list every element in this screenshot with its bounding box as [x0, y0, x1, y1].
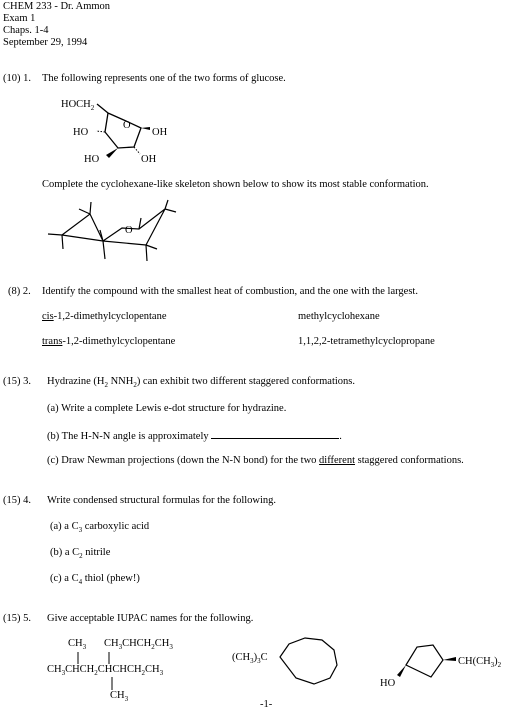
q2-compound-2: methylcyclohexane [298, 311, 380, 322]
q4-points: (15) 4. [3, 495, 31, 506]
q1-text: The following represents one of the two forms of glucose. [42, 73, 286, 84]
q5-text: Give acceptable IUPAC names for the following. [47, 613, 254, 624]
page-number: -1- [260, 699, 273, 710]
exam-number: Exam 1 [3, 13, 36, 24]
s2-tbutyl: $(CH_3)_3C$ [232, 652, 268, 666]
q2-points: (8) 2. [8, 286, 31, 297]
q4-text: Write condensed structural formulas for the following. [47, 495, 277, 506]
q4-part-a: (a) a $C_3$ carboxylic acid [50, 521, 150, 535]
q4-part-b: (b) a $C_2$ nitrile [50, 547, 111, 561]
q1-instruction: Complete the cyclohexane-like skeleton shown below to show its most stable conformation. [42, 179, 429, 190]
s1-branch: $CH_3CHCH_2CH_3$ [104, 638, 173, 652]
chapters: Chaps. 1-4 [3, 25, 49, 36]
q1-points: (10) 1. [3, 73, 31, 84]
q3-text: Hydrazine ($H_2$ $NNH_2$) can exhibit two different staggered conformations. [47, 376, 356, 390]
q3-points: (15) 3. [3, 376, 31, 387]
exam-date: September 29, 1994 [3, 37, 88, 48]
glucose-oh-right: OH [152, 127, 168, 138]
q3-part-c: (c) Draw Newman projections (down the N-N bond) for the two different staggered conformations. [47, 455, 464, 466]
s1-ch3-bottom: $CH_3$ [110, 690, 129, 704]
glucose-hoch2-label: $HOCH_2$ [61, 99, 95, 112]
q4-part-c: (c) a $C_4$ thiol (phew!) [50, 573, 140, 587]
glucose-ho-left: HO [73, 127, 89, 138]
s3-ho-label: HO [380, 678, 396, 689]
q5-points: (15) 5. [3, 613, 31, 624]
skeleton-ring-oxygen: O [125, 225, 133, 236]
q2-compound-1: cis-1,2-dimethylcyclopentane [42, 311, 167, 322]
q3-part-a: (a) Write a complete Lewis e-dot structure for hydrazine. [47, 403, 287, 414]
q3-part-b: (b) The H-N-N angle is approximately . [47, 431, 342, 442]
glucose-oh-bottom: OH [141, 154, 157, 165]
course-title: CHEM 233 - Dr. Ammon [3, 1, 111, 12]
glucose-ho-bottom: HO [84, 154, 100, 165]
q2-text: Identify the compound with the smallest heat of combustion, and the one with the largest. [42, 286, 418, 297]
q2-compound-4: 1,1,2,2-tetramethylcyclopropane [298, 336, 435, 347]
glucose-ring-oxygen: O [123, 120, 131, 131]
s3-isopropyl-label: $CH(CH_3)_2$ [458, 656, 502, 669]
s1-main-chain: $CH_3CHCH_2CHCHCH_2CH_3$ [47, 664, 164, 678]
s1-ch3-top: $CH_3$ [68, 638, 87, 652]
q2-compound-3: trans-1,2-dimethylcyclopentane [42, 336, 176, 347]
